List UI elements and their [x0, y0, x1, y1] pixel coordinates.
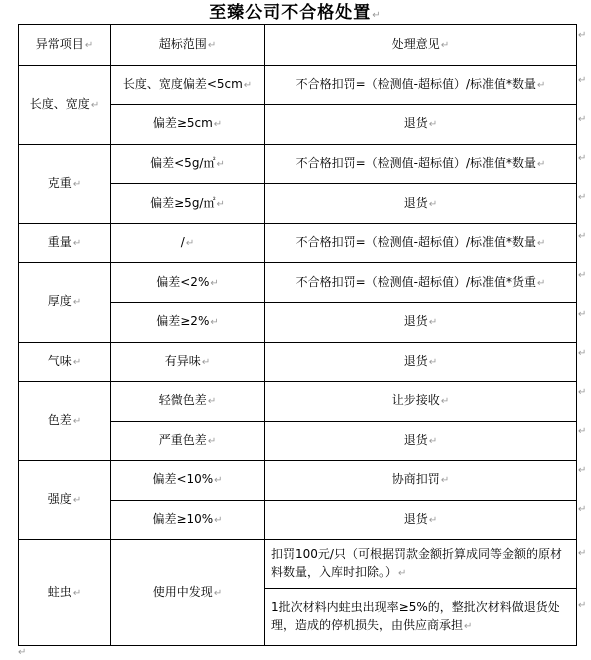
- table-header-row: [19, 25, 577, 66]
- item-cell: 长度、宽度↵: [19, 65, 111, 144]
- item-cell: 重量↵: [19, 223, 111, 263]
- table-row: [19, 342, 577, 382]
- header-cell: 超标范围↵: [111, 25, 265, 66]
- paragraph-mark-icon: ↵: [372, 10, 382, 21]
- document-title: [0, 2, 591, 24]
- header-cell: 异常项目↵: [19, 25, 111, 66]
- action-cell: 退货↵: [265, 105, 577, 145]
- row-end-mark-icon: ↵: [578, 30, 587, 41]
- item-cell: 克重↵: [19, 144, 111, 223]
- action-cell: 1批次材料内蛀虫出现率≥5%的，整批次材料做退货处理，造成的停机损失，由供应商承担↵: [265, 589, 577, 646]
- item-cell: 厚度↵: [19, 263, 111, 342]
- table-row: [19, 263, 577, 303]
- action-cell: 不合格扣罚=（检测值-超标值）/标准值*货重↵: [265, 263, 577, 303]
- row-end-mark-icon: ↵: [578, 426, 587, 437]
- range-cell: 偏差≥5g/㎡↵: [111, 184, 265, 224]
- range-cell: 轻微色差↵: [111, 382, 265, 422]
- row-end-mark-icon: ↵: [578, 309, 587, 320]
- action-cell: 退货↵: [265, 302, 577, 342]
- row-end-mark-icon: ↵: [578, 348, 587, 359]
- row-end-mark-icon: ↵: [578, 231, 587, 242]
- range-cell: /↵: [111, 223, 265, 263]
- item-cell: 强度↵: [19, 461, 111, 540]
- table-row: [19, 461, 577, 501]
- item-cell: 色差↵: [19, 382, 111, 461]
- action-cell: 让步接收↵: [265, 382, 577, 422]
- action-cell: 不合格扣罚=（检测值-超标值）/标准值*数量↵: [265, 144, 577, 184]
- header-cell: 处理意见↵: [265, 25, 577, 66]
- item-cell: 气味↵: [19, 342, 111, 382]
- row-end-mark-icon: ↵: [578, 75, 587, 86]
- action-cell: 扣罚100元/只（可根据罚款金额折算成同等金额的原材料数量，入库时扣除。）↵: [265, 540, 577, 589]
- row-end-mark-icon: ↵: [578, 270, 587, 281]
- row-end-mark-icon: ↵: [578, 192, 587, 203]
- action-cell: 协商扣罚↵: [265, 461, 577, 501]
- range-cell: 偏差≥5cm↵: [111, 105, 265, 145]
- action-cell: 退货↵: [265, 500, 577, 540]
- item-cell: 蛀虫↵: [19, 540, 111, 646]
- range-cell: 偏差<2%↵: [111, 263, 265, 303]
- table-row: [19, 540, 577, 589]
- action-cell: 不合格扣罚=（检测值-超标值）/标准值*数量↵: [265, 223, 577, 263]
- row-end-mark-icon: ↵: [578, 504, 587, 515]
- range-cell: 长度、宽度偏差<5cm↵: [111, 65, 265, 105]
- action-cell: 不合格扣罚=（检测值-超标值）/标准值*数量↵: [265, 65, 577, 105]
- range-cell: 偏差<10%↵: [111, 461, 265, 501]
- row-end-mark-icon: ↵: [578, 153, 587, 164]
- table-row: [19, 144, 577, 184]
- paragraph-mark-icon: ↵: [18, 647, 27, 658]
- range-cell: 偏差<5g/㎡↵: [111, 144, 265, 184]
- table-row: [19, 382, 577, 422]
- range-cell: 使用中发现↵: [111, 540, 265, 646]
- row-end-mark-icon: ↵: [578, 600, 587, 611]
- row-end-mark-icon: ↵: [578, 548, 587, 559]
- table-row: [19, 65, 577, 105]
- range-cell: 偏差≥10%↵: [111, 500, 265, 540]
- action-cell: 退货↵: [265, 184, 577, 224]
- action-cell: 退货↵: [265, 421, 577, 461]
- action-cell: 退货↵: [265, 342, 577, 382]
- range-cell: 严重色差↵: [111, 421, 265, 461]
- range-cell: 有异味↵: [111, 342, 265, 382]
- row-end-mark-icon: ↵: [578, 114, 587, 125]
- title-text: 至臻公司不合格处置: [209, 3, 372, 23]
- table-row: [19, 223, 577, 263]
- nonconformity-table: [18, 24, 577, 646]
- row-end-mark-icon: ↵: [578, 387, 587, 398]
- range-cell: 偏差≥2%↵: [111, 302, 265, 342]
- row-end-mark-icon: ↵: [578, 465, 587, 476]
